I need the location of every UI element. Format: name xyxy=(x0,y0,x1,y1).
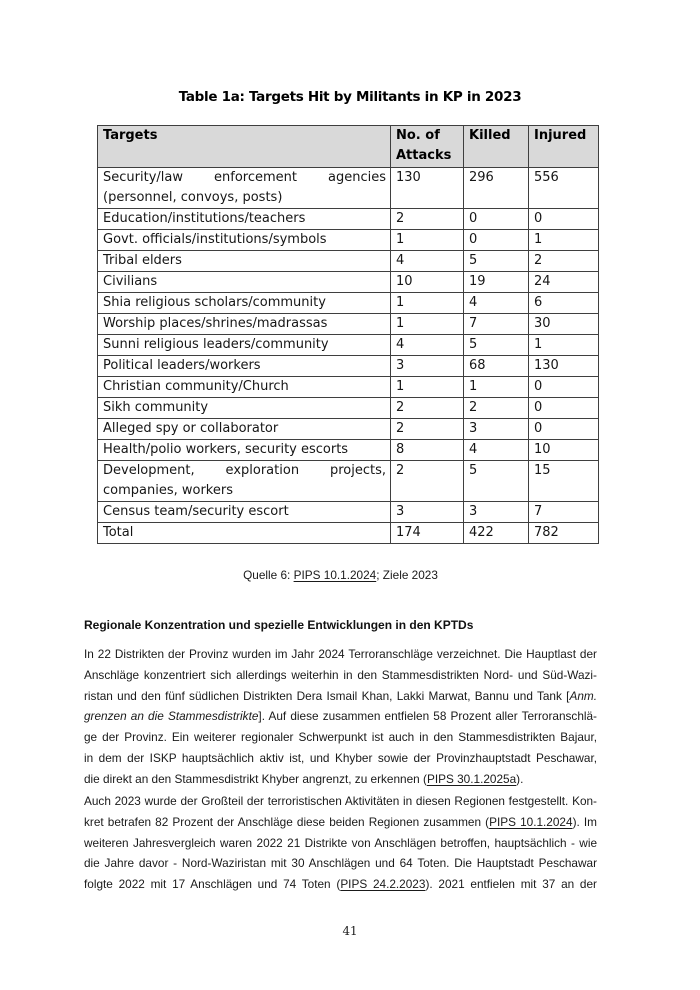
text-line xyxy=(84,706,597,727)
table-cell-target xyxy=(98,419,391,440)
text-segment: ristan und den fünf südlichen Distrikten Dera Ismail Khan, Lakki Marwat, Bannu und Tank [ xyxy=(84,688,570,703)
table-cell-attacks: 8 xyxy=(391,440,464,461)
table-title: Table 1a: Targets Hit by Militants in KP in 2023 xyxy=(178,89,522,105)
text-segment: ge der Provinz. Ein weiterer regionaler Schwerpunkt ist auch in den Stammesdistrikten Bajaur, xyxy=(84,730,597,745)
cell-line: Security/law enforcement agencies xyxy=(103,170,386,185)
text-line xyxy=(84,874,597,895)
table-cell-target xyxy=(98,272,391,293)
cell-line: Census team/security escort xyxy=(103,504,289,519)
cell-line: Shia religious scholars/community xyxy=(103,295,326,310)
table-cell-attacks: 3 xyxy=(391,502,464,523)
table-cell-target xyxy=(98,502,391,523)
table-cell-attacks: 2 xyxy=(391,461,464,502)
table-cell-attacks: 130 xyxy=(391,168,464,209)
text-segment: die Jahre davor - Nord-Waziristan mit 30 Anschlägen und 64 Toten. Die Hauptstadt Peschawar xyxy=(84,856,597,871)
text-line xyxy=(84,853,597,874)
table-cell-killed: 68 xyxy=(464,356,529,377)
table-row xyxy=(98,377,599,398)
cell-line: Health/polio workers, security escorts xyxy=(103,442,349,457)
table-cell-attacks: 174 xyxy=(391,523,464,544)
text-segment: Auch 2023 wurde der Großteil der terroristischen Aktivitäten in diesen Regionen festgestellt. Kon- xyxy=(84,794,597,809)
text-line xyxy=(84,665,597,686)
targets-table xyxy=(97,125,599,544)
text-line xyxy=(84,812,597,833)
paragraph xyxy=(84,644,597,790)
table-row xyxy=(98,251,599,272)
table-cell-injured: 0 xyxy=(529,377,599,398)
text-segment: folgte 2022 mit 17 Anschlägen und 74 Toten ( xyxy=(84,877,341,892)
column-header-targets: Targets xyxy=(98,126,391,168)
table-row xyxy=(98,335,599,356)
table-row xyxy=(98,440,599,461)
table-cell-target xyxy=(98,398,391,419)
table-cell-killed: 3 xyxy=(464,419,529,440)
table-cell-injured: 556 xyxy=(529,168,599,209)
table-row xyxy=(98,419,599,440)
table-cell-injured: 0 xyxy=(529,209,599,230)
text-segment: die direkt an den Stammesdistrikt Khyber angrenzt, zu erkennen ( xyxy=(84,771,427,786)
text-line xyxy=(84,769,597,790)
table-cell-killed: 4 xyxy=(464,293,529,314)
table-cell-killed: 5 xyxy=(464,335,529,356)
table-cell-injured: 1 xyxy=(529,230,599,251)
table-cell-injured: 24 xyxy=(529,272,599,293)
table-cell-attacks: 2 xyxy=(391,209,464,230)
text-line xyxy=(84,644,597,665)
cell-line: (personnel, convoys, posts) xyxy=(103,190,283,205)
table-row xyxy=(98,209,599,230)
section-heading: Regionale Konzentration und spezielle Entwicklungen in den KPTDs xyxy=(84,618,474,632)
text-segment: Anschläge konzentriert sich allerdings weiterhin in den Stammesdistrikten Nord- und Süd-Wazi- xyxy=(84,667,597,682)
cell-line: Alleged spy or collaborator xyxy=(103,421,279,436)
column-header-killed: Killed xyxy=(464,126,529,168)
cell-line: Sunni religious leaders/community xyxy=(103,337,329,352)
text-segment: weiteren Jahresvergleich waren 2022 21 Distrikte von Anschlägen betroffen, hauptsächlich - wie xyxy=(84,835,597,850)
table-row xyxy=(98,523,599,544)
table-cell-injured: 130 xyxy=(529,356,599,377)
table-cell-attacks: 1 xyxy=(391,314,464,335)
table-row xyxy=(98,314,599,335)
table-cell-target xyxy=(98,461,391,502)
text-line xyxy=(84,748,597,769)
cell-line: Civilians xyxy=(103,274,158,289)
targets-table-container xyxy=(97,125,599,544)
table-row xyxy=(98,230,599,251)
pips-link[interactable]: PIPS 10.1.2024 xyxy=(489,814,573,829)
table-cell-killed: 3 xyxy=(464,502,529,523)
table-cell-target xyxy=(98,230,391,251)
cell-line: Development, exploration projects, xyxy=(103,463,386,478)
table-cell-injured: 1 xyxy=(529,335,599,356)
table-cell-killed: 296 xyxy=(464,168,529,209)
cell-line: Political leaders/workers xyxy=(103,358,261,373)
table-cell-killed: 422 xyxy=(464,523,529,544)
cell-line: Total xyxy=(103,525,134,540)
table-cell-killed: 2 xyxy=(464,398,529,419)
table-cell-attacks: 2 xyxy=(391,419,464,440)
text-segment: ). xyxy=(516,771,524,786)
table-cell-attacks: 3 xyxy=(391,356,464,377)
table-cell-killed: 5 xyxy=(464,461,529,502)
table-row xyxy=(98,293,599,314)
text-segment: In 22 Distrikten der Provinz wurden im Jahr 2024 Terroranschläge verzeichnet. Die Hauptlast der xyxy=(84,647,597,661)
cell-line: Govt. officials/institutions/symbols xyxy=(103,232,327,247)
table-cell-target xyxy=(98,377,391,398)
table-cell-attacks: 4 xyxy=(391,335,464,356)
table-cell-target xyxy=(98,335,391,356)
table-header xyxy=(98,126,599,168)
cell-line: Sikh community xyxy=(103,400,209,415)
table-cell-target xyxy=(98,293,391,314)
page-number: 41 xyxy=(342,924,358,938)
table-cell-attacks: 4 xyxy=(391,251,464,272)
italic-note: grenzen an die Stammesdistrikte xyxy=(84,709,259,724)
table-row xyxy=(98,502,599,523)
table-cell-target xyxy=(98,440,391,461)
text-line xyxy=(84,791,597,812)
text-line xyxy=(84,727,597,748)
table-cell-target xyxy=(98,314,391,335)
source-prefix: Quelle 6: xyxy=(243,568,294,582)
table-cell-target xyxy=(98,251,391,272)
cell-line: Christian community/Church xyxy=(103,379,289,394)
table-cell-injured: 0 xyxy=(529,419,599,440)
pips-link[interactable]: PIPS 10.1.2024 xyxy=(293,568,377,582)
pips-link[interactable]: PIPS 24.2.2023 xyxy=(340,877,426,892)
table-cell-target xyxy=(98,168,391,209)
table-cell-attacks: 1 xyxy=(391,377,464,398)
cell-line: Worship places/shrines/madrassas xyxy=(103,316,328,331)
table-row xyxy=(98,356,599,377)
table-cell-target xyxy=(98,523,391,544)
text-line xyxy=(84,686,597,707)
table-cell-attacks: 1 xyxy=(391,293,464,314)
text-line xyxy=(84,833,597,854)
table-cell-injured: 30 xyxy=(529,314,599,335)
table-cell-injured: 6 xyxy=(529,293,599,314)
table-cell-injured: 2 xyxy=(529,251,599,272)
table-row xyxy=(98,398,599,419)
pips-link[interactable]: PIPS 30.1.2025a xyxy=(426,771,517,786)
text-segment: ). 2021 entfielen mit 37 an der xyxy=(425,877,597,892)
table-cell-injured: 10 xyxy=(529,440,599,461)
table-cell-killed: 1 xyxy=(464,377,529,398)
source-suffix: ; Ziele 2023 xyxy=(376,568,438,582)
table-cell-attacks: 10 xyxy=(391,272,464,293)
column-header-attacks: No. of Attacks xyxy=(391,126,464,168)
italic-note: Anm. xyxy=(569,688,597,703)
section-paragraphs xyxy=(84,644,597,897)
table-cell-killed: 19 xyxy=(464,272,529,293)
table-cell-killed: 0 xyxy=(464,209,529,230)
table-header-row xyxy=(98,126,599,168)
table-cell-attacks: 1 xyxy=(391,230,464,251)
text-segment: kret betrafen 82 Prozent der Anschläge diese beiden Regionen zusammen ( xyxy=(84,814,490,829)
text-segment: ). Im xyxy=(572,814,597,829)
table-row xyxy=(98,461,599,502)
table-cell-killed: 5 xyxy=(464,251,529,272)
cell-line: Education/institutions/teachers xyxy=(103,211,306,226)
table-cell-target xyxy=(98,356,391,377)
cell-line: companies, workers xyxy=(103,483,233,498)
column-header-injured: Injured xyxy=(529,126,599,168)
table-cell-killed: 7 xyxy=(464,314,529,335)
table-cell-injured: 0 xyxy=(529,398,599,419)
paragraph xyxy=(84,791,597,895)
text-segment: ]. Auf diese zusammen entfielen 58 Prozent aller Terroranschlä- xyxy=(258,709,597,724)
table-row xyxy=(98,168,599,209)
table-cell-injured: 7 xyxy=(529,502,599,523)
table-cell-killed: 0 xyxy=(464,230,529,251)
table-cell-killed: 4 xyxy=(464,440,529,461)
source-caption xyxy=(84,567,597,583)
text-segment: in dem der ISKP hauptsächlich aktiv ist, und Khyber sowie der Provinzhauptstadt Peschawar, xyxy=(84,750,597,765)
table-cell-attacks: 2 xyxy=(391,398,464,419)
table-body xyxy=(98,168,599,544)
table-cell-target xyxy=(98,209,391,230)
table-cell-injured: 782 xyxy=(529,523,599,544)
table-row xyxy=(98,272,599,293)
table-cell-injured: 15 xyxy=(529,461,599,502)
cell-line: Tribal elders xyxy=(103,253,182,268)
